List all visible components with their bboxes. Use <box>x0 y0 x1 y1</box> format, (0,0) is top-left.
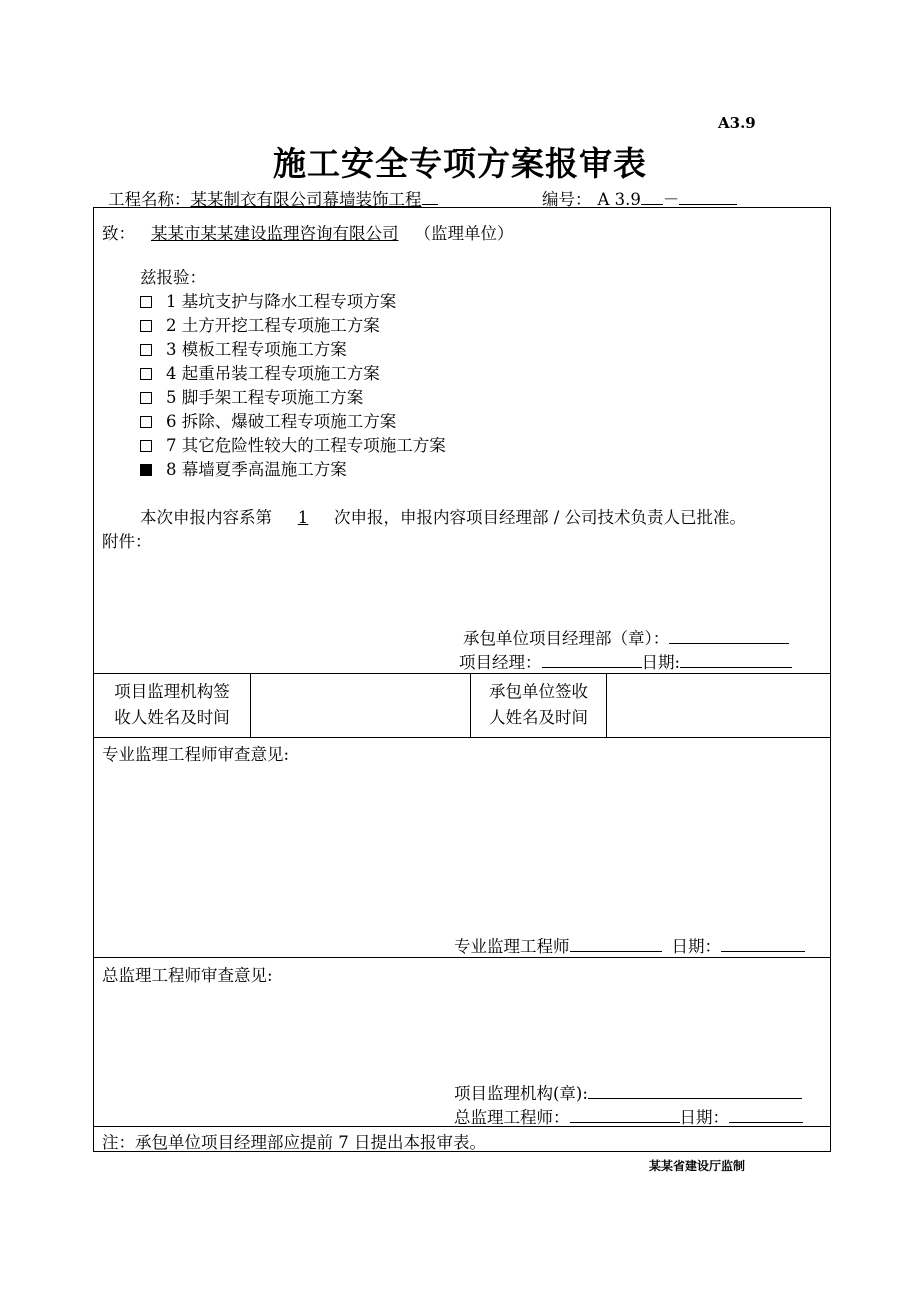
specialist-sign-label: 专业监理工程师 <box>454 937 570 956</box>
item-label: 7 其它危险性较大的工程专项施工方案 <box>166 436 446 455</box>
number-blank-2 <box>679 189 737 205</box>
manager-blank <box>542 652 642 668</box>
divider-chief-top <box>93 957 831 958</box>
report-prefix: 本次申报内容系第 <box>140 508 272 527</box>
checklist-item <box>140 408 396 432</box>
issuer-mark: 某某省建设厅监制 <box>649 1159 746 1173</box>
checklist-item <box>140 456 347 480</box>
report-count: 1 <box>297 508 309 527</box>
chief-org-label: 项目监理机构(章): <box>454 1084 588 1103</box>
item-label: 3 模板工程专项施工方案 <box>166 340 347 359</box>
checklist-item <box>140 432 446 456</box>
contractor-date-blank <box>680 652 792 668</box>
item-label: 8 幕墙夏季高温施工方案 <box>166 460 347 479</box>
receipt-col-3 <box>606 673 607 737</box>
specialist-sign-blank <box>570 936 662 952</box>
contractor-receipt-label-line-1: 承包单位签收 <box>489 682 588 701</box>
contractor-date-label: 日期: <box>641 653 681 672</box>
recipient-row <box>102 220 514 244</box>
chief-org-row <box>454 1080 802 1104</box>
checklist-item <box>140 384 363 408</box>
form-code: A3.9 <box>718 114 756 132</box>
checkbox[interactable] <box>140 320 152 332</box>
checkbox[interactable] <box>140 344 152 356</box>
number-prefix: A 3.9 <box>597 190 641 209</box>
to-label: 致： <box>102 224 135 243</box>
specialist-heading: 专业监理工程师审查意见: <box>102 745 290 764</box>
project-name: 某某制衣有限公司幕墙装饰工程 <box>190 190 422 209</box>
item-label: 6 拆除、爆破工程专项施工方案 <box>166 412 397 431</box>
contractor-dept-label: 承包单位项目经理部（章）： <box>463 629 670 648</box>
item-label: 5 脚手架工程专项施工方案 <box>166 388 364 407</box>
contractor-receipt-label <box>471 679 606 731</box>
divider-receipt-bottom <box>93 737 831 738</box>
note-text: 注：承包单位项目经理部应提前 7 日提出本报审表。 <box>102 1133 486 1152</box>
page-title: 施工安全专项方案报审表 <box>273 144 647 183</box>
checklist-item <box>140 312 380 336</box>
number-dash: － <box>662 190 680 209</box>
submit-text: 兹报验： <box>140 268 206 287</box>
checkbox[interactable] <box>140 440 152 452</box>
contractor-receipt-label-line-2: 人姓名及时间 <box>489 708 588 727</box>
contractor-dept-blank <box>669 628 789 644</box>
checkbox[interactable] <box>140 464 152 476</box>
item-label: 4 起重吊装工程专项施工方案 <box>166 364 380 383</box>
contractor-dept-row <box>463 625 789 649</box>
chief-sign-blank <box>570 1107 680 1123</box>
manager-label: 项目经理： <box>459 653 542 672</box>
chief-org-blank <box>588 1083 802 1099</box>
chief-heading: 总监理工程师审查意见: <box>102 966 273 985</box>
number-blank-1 <box>641 189 663 205</box>
checkbox[interactable] <box>140 296 152 308</box>
checkbox[interactable] <box>140 416 152 428</box>
specialist-sign-row <box>454 933 805 957</box>
attachment-label: 附件： <box>102 532 152 551</box>
number-label: 编号： <box>542 190 592 209</box>
item-label: 2 土方开挖工程专项施工方案 <box>166 316 380 335</box>
chief-date-blank <box>729 1107 803 1123</box>
receipt-col-1 <box>250 673 251 737</box>
specialist-date-label: 日期： <box>671 937 721 956</box>
supervisor-receipt-label <box>94 679 250 731</box>
chief-sign-label: 总监理工程师： <box>454 1108 570 1127</box>
chief-date-label: 日期： <box>679 1108 729 1127</box>
recipient-name: 某某市某某建设监理咨询有限公司 <box>151 224 399 243</box>
checklist-item <box>140 360 380 384</box>
report-suffix: 次申报，申报内容项目经理部 / 公司技术负责人已批准。 <box>334 508 747 527</box>
report-line <box>140 504 746 528</box>
divider-receipt-top <box>93 673 831 674</box>
project-label: 工程名称： <box>108 190 191 209</box>
checklist-item <box>140 336 347 360</box>
supervisor-receipt-label-line-1: 项目监理机构签 <box>114 682 230 701</box>
project-name-underline <box>422 189 438 205</box>
supervisor-receipt-label-line-2: 收人姓名及时间 <box>114 708 230 727</box>
contractor-manager-row <box>459 649 792 673</box>
chief-sign-row <box>454 1104 803 1128</box>
item-label: 1 基坑支护与降水工程专项方案 <box>166 292 397 311</box>
checklist-item <box>140 288 396 312</box>
checkbox[interactable] <box>140 368 152 380</box>
checkbox[interactable] <box>140 392 152 404</box>
recipient-suffix: （监理单位） <box>414 224 514 243</box>
specialist-date-blank <box>721 936 805 952</box>
